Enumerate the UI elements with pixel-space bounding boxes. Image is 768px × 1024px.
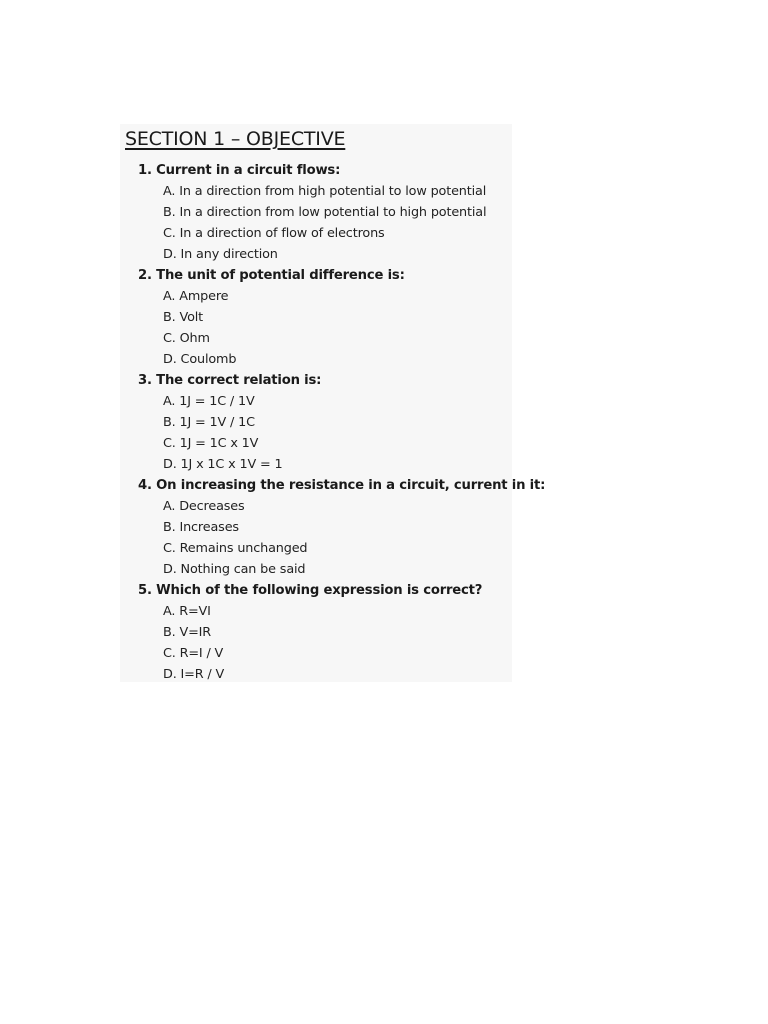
option-b: B. 1J = 1V / 1C — [163, 415, 255, 430]
question-5 — [120, 580, 512, 685]
question-2 — [120, 265, 512, 370]
question-text: 1. Current in a circuit flows: — [138, 163, 341, 178]
document-page — [120, 124, 546, 682]
question-text: 2. The unit of potential difference is: — [138, 268, 405, 283]
option-a: A. Decreases — [163, 499, 245, 514]
question-4 — [120, 475, 546, 580]
question-list — [120, 160, 546, 685]
option-a: A. In a direction from high potential to low potential — [163, 184, 487, 199]
option-b: B. V=IR — [163, 625, 212, 640]
option-a: A. Ampere — [163, 289, 229, 304]
option-b: B. Increases — [163, 520, 239, 535]
question-text: 4. On increasing the resistance in a circuit, current in it: — [138, 478, 546, 493]
question-1 — [120, 160, 512, 265]
option-d: D. In any direction — [163, 247, 278, 262]
question-text: 3. The correct relation is: — [138, 373, 322, 388]
option-d: D. Coulomb — [163, 352, 237, 367]
option-d: D. I=R / V — [163, 667, 225, 682]
option-b: B. Volt — [163, 310, 204, 325]
option-b: B. In a direction from low potential to high potential — [163, 205, 487, 220]
option-c: C. Ohm — [163, 331, 210, 346]
question-3 — [120, 370, 512, 475]
section-title: SECTION 1 – OBJECTIVE — [125, 128, 346, 150]
option-a: A. R=VI — [163, 604, 211, 619]
option-d: D. Nothing can be said — [163, 562, 306, 577]
option-c: C. R=I / V — [163, 646, 224, 661]
option-c: C. 1J = 1C x 1V — [163, 436, 259, 451]
option-c: C. In a direction of flow of electrons — [163, 226, 385, 241]
option-c: C. Remains unchanged — [163, 541, 308, 556]
option-d: D. 1J x 1C x 1V = 1 — [163, 457, 283, 472]
question-text: 5. Which of the following expression is correct? — [138, 583, 483, 598]
option-a: A. 1J = 1C / 1V — [163, 394, 255, 409]
